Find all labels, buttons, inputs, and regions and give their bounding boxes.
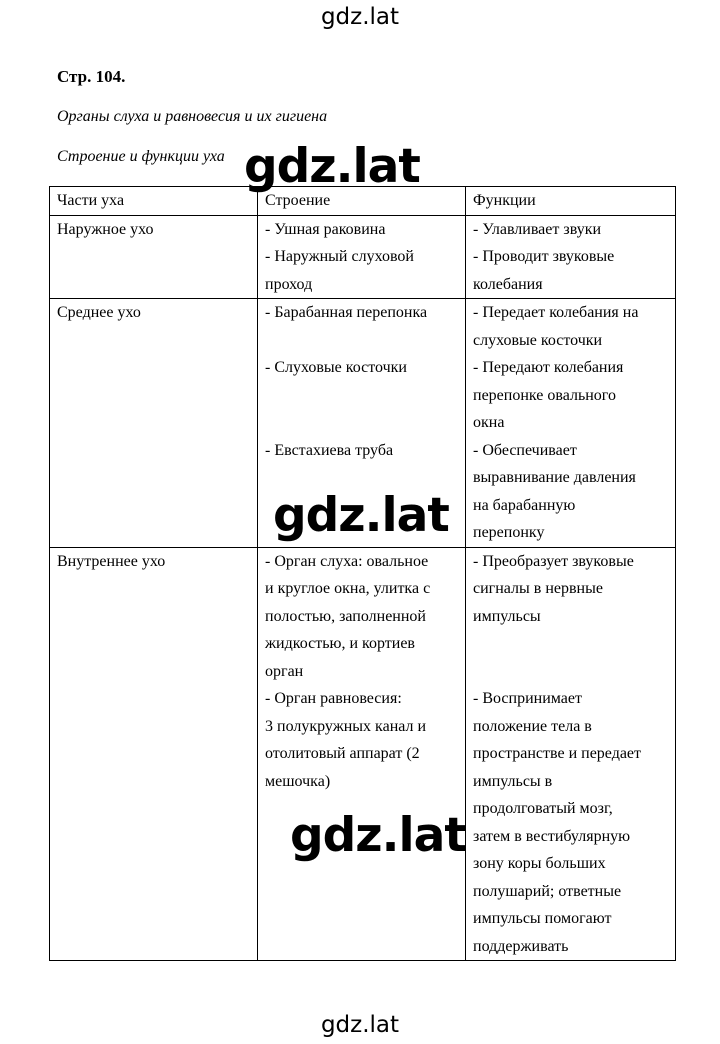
cell-line: - Наружный слуховой bbox=[265, 248, 414, 265]
cell-line: полушарий; ответные bbox=[473, 882, 622, 900]
table-row-outer-ear bbox=[50, 215, 676, 299]
cell-part bbox=[50, 215, 258, 299]
site-label-bottom: gdz.lat bbox=[320, 1012, 400, 1038]
cell-line: полостью, заполненной bbox=[265, 607, 426, 625]
cell-line: сигналы в нервные bbox=[473, 580, 603, 597]
header-parts: Части уха bbox=[50, 187, 258, 216]
cell-line: перепонку bbox=[473, 524, 545, 541]
cell-line: - Слуховые косточки bbox=[265, 359, 407, 376]
cell-line: слуховые косточки bbox=[473, 331, 603, 349]
site-label-top: gdz.lat bbox=[320, 4, 400, 30]
cell-line: - Орган слуха: овальное bbox=[265, 552, 429, 570]
cell-line: Внутреннее ухо bbox=[57, 552, 166, 570]
watermark: gdz.lat bbox=[273, 488, 449, 543]
cell-line bbox=[265, 382, 462, 410]
header-structure: Строение bbox=[258, 187, 466, 216]
cell-line: затем в вестибулярную bbox=[473, 827, 631, 845]
cell-line bbox=[265, 409, 462, 437]
cell-line: колебания bbox=[473, 275, 543, 293]
cell-line: Среднее ухо bbox=[57, 304, 141, 321]
cell-line: жидкостью, и кортиев bbox=[265, 635, 415, 652]
cell-line: импульсы помогают bbox=[473, 910, 612, 927]
cell-line: - Улавливает звуки bbox=[473, 220, 602, 238]
cell-line: орган bbox=[265, 662, 304, 680]
cell-line: мешочка) bbox=[265, 772, 331, 790]
cell-line: импульсы в bbox=[473, 772, 553, 790]
cell-line: - Передает колебания на bbox=[473, 304, 639, 321]
cell-line bbox=[473, 630, 672, 658]
section-title: Органы слуха и равновесия и их гигиена bbox=[57, 108, 328, 125]
cell-line: - Обеспечивает bbox=[473, 441, 577, 459]
cell-line: окна bbox=[473, 414, 505, 431]
cell-line bbox=[265, 905, 462, 933]
cell-line: поддерживать bbox=[473, 937, 569, 955]
cell-function bbox=[466, 547, 676, 961]
cell-line: - Передают колебания bbox=[473, 359, 624, 376]
cell-line: пространстве и передает bbox=[473, 745, 642, 762]
cell-line: - Проводит звуковые bbox=[473, 248, 615, 265]
cell-line: перепонке овального bbox=[473, 386, 616, 404]
cell-structure bbox=[258, 215, 466, 299]
cell-line: - Преобразует звуковые bbox=[473, 552, 634, 570]
cell-line bbox=[265, 878, 462, 906]
cell-part bbox=[50, 299, 258, 548]
cell-line: 3 полукружных канал и bbox=[265, 717, 427, 735]
cell-line: на барабанную bbox=[473, 496, 576, 514]
cell-line bbox=[265, 327, 462, 355]
cell-line: и круглое окна, улитка с bbox=[265, 580, 431, 597]
cell-line: - Евстахиева труба bbox=[265, 441, 394, 459]
cell-line bbox=[473, 658, 672, 686]
cell-structure bbox=[258, 547, 466, 961]
cell-function bbox=[466, 299, 676, 548]
cell-line: продолговатый мозг, bbox=[473, 800, 613, 817]
cell-line: - Барабанная перепонка bbox=[265, 304, 428, 321]
cell-line: Наружное ухо bbox=[57, 220, 154, 238]
table-row-inner-ear bbox=[50, 547, 676, 961]
watermark: gdz.lat bbox=[244, 139, 420, 194]
cell-part bbox=[50, 547, 258, 961]
cell-line: проход bbox=[265, 275, 313, 293]
cell-line: выравнивание давления bbox=[473, 469, 636, 486]
cell-line: отолитовый аппарат (2 bbox=[265, 745, 420, 762]
cell-line: положение тела в bbox=[473, 717, 592, 735]
table-caption: Строение и функции уха bbox=[57, 148, 225, 165]
cell-line: импульсы bbox=[473, 607, 541, 625]
cell-line: - Ушная раковина bbox=[265, 220, 386, 238]
cell-line bbox=[265, 933, 462, 961]
watermark: gdz.lat bbox=[290, 808, 466, 863]
cell-function bbox=[466, 215, 676, 299]
cell-line: - Орган равновесия: bbox=[265, 690, 402, 707]
cell-line: зону коры больших bbox=[473, 855, 606, 872]
page-number: Стр. 104. bbox=[57, 67, 126, 86]
header-functions: Функции bbox=[466, 187, 676, 216]
cell-line: - Воспринимает bbox=[473, 690, 582, 707]
